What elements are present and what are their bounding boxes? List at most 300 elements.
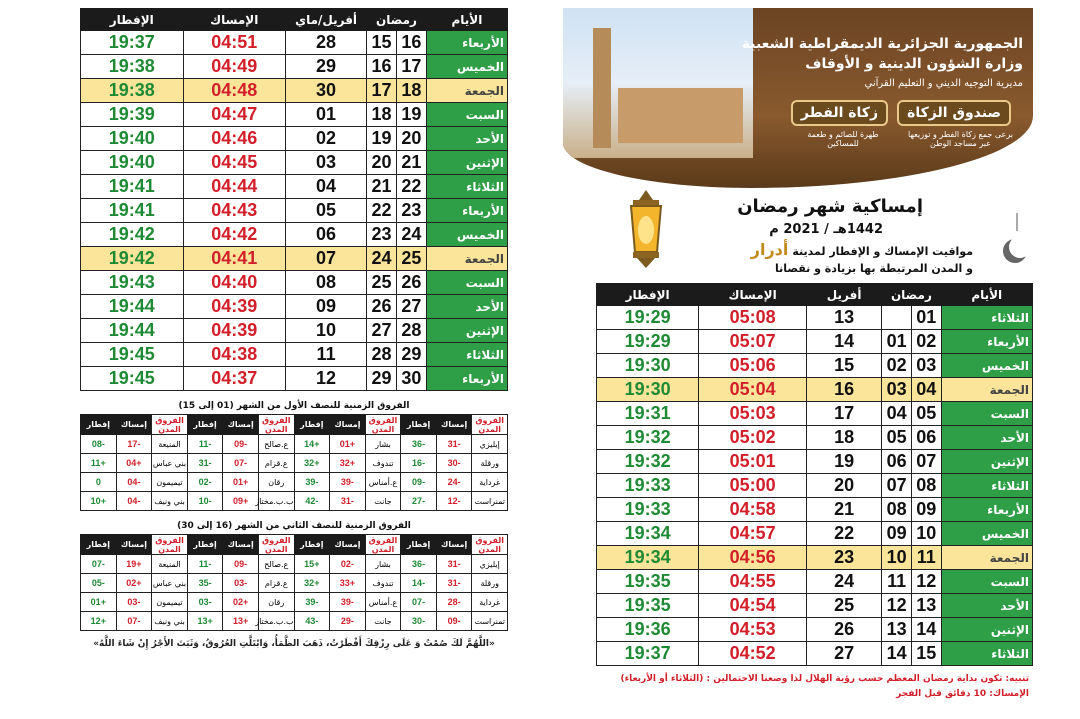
iftar-time: 19:38	[81, 55, 184, 79]
iftar-diff: +13	[187, 612, 223, 631]
imsak-diff: +04	[116, 454, 152, 473]
col-iftar: الإفطار	[597, 284, 699, 306]
prev-day: 09	[882, 522, 912, 546]
month-day: 15	[806, 354, 881, 378]
imsak-time: 04:58	[699, 498, 807, 522]
city-name: بشار	[365, 555, 401, 574]
iftar-time: 19:32	[597, 450, 699, 474]
ramadan-day: 22	[397, 175, 427, 199]
ramadan-day: 21	[397, 151, 427, 175]
left-calendar-table	[80, 8, 508, 391]
day-name: الخميس	[426, 55, 507, 79]
imsak-diff: -31	[436, 574, 472, 593]
diff-row	[81, 574, 508, 593]
diff2-table	[80, 534, 508, 631]
imsak-time: 05:04	[699, 378, 807, 402]
imsak-diff: +19	[116, 555, 152, 574]
ramadan-day: 12	[911, 570, 941, 594]
calendar-row	[81, 151, 508, 175]
imsak-diff: -31	[436, 435, 472, 454]
ramadan-day: 20	[397, 127, 427, 151]
prev-day: 16	[367, 55, 397, 79]
imsak-diff: -39	[330, 473, 366, 492]
prev-day: 26	[367, 295, 397, 319]
day-name: الثلاثاء	[941, 306, 1033, 330]
iftar-time: 19:44	[81, 295, 184, 319]
day-name: السبت	[426, 103, 507, 127]
imsak-time: 05:00	[699, 474, 807, 498]
imsak-time: 04:55	[699, 570, 807, 594]
day-name: الخميس	[941, 354, 1033, 378]
iftar-time: 19:43	[81, 271, 184, 295]
iftar-diff: -39	[294, 473, 330, 492]
iftar-diff: -42	[294, 492, 330, 511]
minaret-shape	[593, 28, 611, 148]
city-name: ع.أمناس	[365, 593, 401, 612]
imsak-diff: -09	[223, 435, 259, 454]
imsak-diff: -07	[116, 612, 152, 631]
diff-header-imsak: إمساك	[116, 415, 152, 435]
imsak-diff: -04	[116, 473, 152, 492]
month-day: 30	[286, 79, 367, 103]
prev-day: 17	[367, 79, 397, 103]
city-name: المنيعة	[152, 555, 188, 574]
ramadan-day: 06	[911, 426, 941, 450]
col-iftar: الإفطار	[81, 9, 184, 31]
diff1-title: الفروق الزمنية للنصف الأول من الشهر (01 إلى 15)	[178, 401, 410, 411]
city-name: ورقلة	[472, 454, 508, 473]
left-page	[80, 8, 508, 708]
city-name: إيليزي	[472, 435, 508, 454]
month-day: 12	[286, 367, 367, 391]
ramadan-day: 03	[911, 354, 941, 378]
iftar-time: 19:45	[81, 343, 184, 367]
prev-day: 02	[882, 354, 912, 378]
month-day: 24	[806, 570, 881, 594]
zakat-fund-sub: برعى جمع زكاة الفطر و توزيعها عبر مساجد الوطن	[908, 130, 1013, 148]
month-day: 10	[286, 319, 367, 343]
diff-header-iftar: إفطار	[187, 535, 223, 555]
col-imsak: الإمساك	[699, 284, 807, 306]
iftar-diff: -03	[187, 593, 223, 612]
imsak-diff: +02	[116, 574, 152, 593]
imsak-diff: -03	[116, 593, 152, 612]
day-name: الأحد	[426, 295, 507, 319]
prev-day: 03	[882, 378, 912, 402]
diff-header-imsak: إمساك	[436, 535, 472, 555]
day-name: الثلاثاء	[426, 343, 507, 367]
calendar-row	[81, 175, 508, 199]
prev-day: 19	[367, 127, 397, 151]
prev-day: 20	[367, 151, 397, 175]
iftar-diff: +15	[294, 555, 330, 574]
month-day: 21	[806, 498, 881, 522]
prev-day: 12	[882, 594, 912, 618]
diff-row	[81, 473, 508, 492]
month-day: 03	[286, 151, 367, 175]
day-name: الأربعاء	[426, 367, 507, 391]
prev-day: 21	[367, 175, 397, 199]
iftar-diff: -43	[294, 612, 330, 631]
imsak-time: 04:41	[183, 247, 285, 271]
prev-day: 10	[882, 546, 912, 570]
calendar-row	[81, 31, 508, 55]
zakat-fitr-sub: طهرة للصائم و طعمة للمساكين	[807, 130, 879, 148]
day-name: الأحد	[941, 426, 1033, 450]
month-day: 23	[806, 546, 881, 570]
calendar-row	[81, 199, 508, 223]
col-ramadan: رمضان	[882, 284, 941, 306]
prev-day: 24	[367, 247, 397, 271]
month-day: 07	[286, 247, 367, 271]
ramadan-day: 05	[911, 402, 941, 426]
month-day: 20	[806, 474, 881, 498]
year-title: 1442هـ / 2021 م	[769, 222, 883, 237]
prev-day: 15	[367, 31, 397, 55]
iftar-time: 19:33	[597, 474, 699, 498]
month-day: 04	[286, 175, 367, 199]
ramadan-day: 02	[911, 330, 941, 354]
iftar-diff: +11	[81, 454, 117, 473]
imsak-time: 04:57	[699, 522, 807, 546]
city-name: بني ونيف	[152, 612, 188, 631]
month-day: 16	[806, 378, 881, 402]
imsak-diff: -12	[436, 492, 472, 511]
ramadan-day: 26	[397, 271, 427, 295]
iftar-time: 19:34	[597, 522, 699, 546]
city-name: إيليزي	[472, 555, 508, 574]
diff-row	[81, 612, 508, 631]
iftar-diff: -36	[401, 555, 437, 574]
imsak-time: 04:52	[699, 642, 807, 666]
city-name: ب.ب.مختار	[258, 612, 294, 631]
directorate-title: مديرية التوجيه الديني و التعليم القرآني	[864, 78, 1023, 89]
city-name: غرداية	[472, 473, 508, 492]
day-name: السبت	[426, 271, 507, 295]
subtitle: و المدن المرتبطة بها بزيادة و نقصانا	[775, 262, 973, 275]
month-day: 29	[286, 55, 367, 79]
prev-day: 27	[367, 319, 397, 343]
diff-header-imsak: إمساك	[330, 535, 366, 555]
imsak-diff: +32	[330, 454, 366, 473]
day-name: الثلاثاء	[941, 474, 1033, 498]
imsak-time: 05:08	[699, 306, 807, 330]
day-name: السبت	[941, 402, 1033, 426]
iftar-diff: 0	[81, 473, 117, 492]
city-name: ع.صالح	[258, 555, 294, 574]
republic-title: الجمهورية الجزائرية الديمقراطية الشعبية	[741, 36, 1023, 52]
day-name: الخميس	[426, 223, 507, 247]
calendar-row	[597, 354, 1033, 378]
city-name: ع.قزام	[258, 574, 294, 593]
city-name: ع.أمناس	[365, 473, 401, 492]
diff-header-iftar: إفطار	[81, 535, 117, 555]
month-day: 08	[286, 271, 367, 295]
iftar-diff: -31	[187, 454, 223, 473]
calendar-row	[81, 55, 508, 79]
calendar-row	[81, 247, 508, 271]
imsak-diff: -30	[436, 454, 472, 473]
day-name: الجمعة	[426, 247, 507, 271]
iftar-diff: +32	[294, 574, 330, 593]
iftar-diff: -07	[81, 555, 117, 574]
city-name: تيميمون	[152, 593, 188, 612]
diff-header-iftar: إفطار	[401, 415, 437, 435]
diff1-table	[80, 414, 508, 511]
mosque-building-shape	[618, 88, 743, 143]
diff-header-cities: الفروق المدن	[152, 535, 188, 555]
day-name: الأربعاء	[426, 199, 507, 223]
calendar-row	[81, 367, 508, 391]
prev-day: 13	[882, 618, 912, 642]
diff-header-cities: الفروق المدن	[152, 415, 188, 435]
warning-note: تنبيه: تكون بداية رمضان المعظم حسب رؤية الهلال لذا وضعنا الاحتمالين : (الثلاثاء أو الأربعاء)	[620, 674, 1029, 684]
iftar-diff: -05	[81, 574, 117, 593]
right-calendar-table	[596, 283, 1033, 666]
day-name: الأربعاء	[426, 31, 507, 55]
diff-header-cities: الفروق المدن	[365, 535, 401, 555]
month-day: 13	[806, 306, 881, 330]
iftar-diff: -11	[187, 435, 223, 454]
ramadan-day: 09	[911, 498, 941, 522]
ramadan-day: 16	[397, 31, 427, 55]
iftar-diff: +12	[81, 612, 117, 631]
iftar-diff: +32	[294, 454, 330, 473]
month-day: 26	[806, 618, 881, 642]
imsak-diff: +01	[223, 473, 259, 492]
prev-day: 28	[367, 343, 397, 367]
imsak-time: 04:40	[183, 271, 285, 295]
iftar-time: 19:42	[81, 247, 184, 271]
imsak-diff: -28	[436, 593, 472, 612]
diff-row	[81, 593, 508, 612]
city-name: ب.ب.مختار	[258, 492, 294, 511]
calendar-row	[597, 378, 1033, 402]
ramadan-day: 10	[911, 522, 941, 546]
prev-day	[882, 306, 912, 330]
month-day: 09	[286, 295, 367, 319]
col-days: الأيام	[941, 284, 1033, 306]
ramadan-day: 08	[911, 474, 941, 498]
day-name: الجمعة	[426, 79, 507, 103]
imsak-diff: -17	[116, 435, 152, 454]
iftar-time: 19:29	[597, 330, 699, 354]
imsak-time: 05:02	[699, 426, 807, 450]
month-day: 22	[806, 522, 881, 546]
day-name: الجمعة	[941, 378, 1033, 402]
city-name: رقان	[258, 593, 294, 612]
imsak-time: 04:39	[183, 295, 285, 319]
iftar-time: 19:30	[597, 378, 699, 402]
calendar-row	[597, 618, 1033, 642]
col-april: أفريل	[806, 284, 881, 306]
iftar-time: 19:35	[597, 594, 699, 618]
imsak-time: 04:51	[183, 31, 285, 55]
prev-day: 29	[367, 367, 397, 391]
month-day: 14	[806, 330, 881, 354]
calendar-row	[81, 103, 508, 127]
day-name: الخميس	[941, 522, 1033, 546]
zakat-fund-badge: صندوق الزكاة	[897, 100, 1011, 126]
prev-day: 25	[367, 271, 397, 295]
imsak-diff: +02	[223, 593, 259, 612]
iftar-time: 19:41	[81, 199, 184, 223]
imsak-diff: -24	[436, 473, 472, 492]
iftar-time: 19:42	[81, 223, 184, 247]
city-name: ع.صالح	[258, 435, 294, 454]
iftar-time: 19:36	[597, 618, 699, 642]
imsak-time: 04:44	[183, 175, 285, 199]
prev-day: 23	[367, 223, 397, 247]
prev-day: 05	[882, 426, 912, 450]
imsak-time: 04:53	[699, 618, 807, 642]
day-name: الثلاثاء	[426, 175, 507, 199]
ramadan-day: 30	[397, 367, 427, 391]
diff-header-iftar: إفطار	[294, 535, 330, 555]
iftar-time: 19:29	[597, 306, 699, 330]
imsak-time: 05:01	[699, 450, 807, 474]
imsak-time: 04:48	[183, 79, 285, 103]
imsak-time: 04:37	[183, 367, 285, 391]
right-page	[563, 8, 1033, 708]
imsak-diff: -07	[223, 454, 259, 473]
left-table-header	[81, 9, 508, 31]
day-name: الأحد	[941, 594, 1033, 618]
title-area	[563, 188, 1033, 283]
imsak-diff: -39	[330, 593, 366, 612]
calendar-row	[597, 570, 1033, 594]
imsak-diff: -09	[223, 555, 259, 574]
day-name: الأربعاء	[941, 498, 1033, 522]
diff-row	[81, 492, 508, 511]
day-name: الأربعاء	[941, 330, 1033, 354]
iftar-diff: -14	[401, 574, 437, 593]
calendar-row	[597, 642, 1033, 666]
prev-day: 11	[882, 570, 912, 594]
imsak-diff: -02	[330, 555, 366, 574]
iftar-time: 19:37	[597, 642, 699, 666]
calendar-row	[597, 546, 1033, 570]
city-name: تيميمون	[152, 473, 188, 492]
imsak-diff: +13	[223, 612, 259, 631]
diff2-title: الفروق الزمنية للنصف الثاني من الشهر (16 إلى 30)	[177, 521, 411, 531]
month-day: 19	[806, 450, 881, 474]
imsak-time: 05:07	[699, 330, 807, 354]
iftar-time: 19:33	[597, 498, 699, 522]
day-name: الثلاثاء	[941, 642, 1033, 666]
ramadan-day: 24	[397, 223, 427, 247]
city-name: أدرار	[750, 240, 789, 259]
day-name: الإثنين	[941, 450, 1033, 474]
month-day: 27	[806, 642, 881, 666]
ramadan-day: 18	[397, 79, 427, 103]
ramadan-day: 14	[911, 618, 941, 642]
ministry-title: وزارة الشؤون الدينية و الأوقاف	[805, 56, 1023, 72]
calendar-row	[81, 223, 508, 247]
calendar-row	[597, 330, 1033, 354]
month-day: 06	[286, 223, 367, 247]
imsak-time: 04:54	[699, 594, 807, 618]
notes	[563, 672, 1033, 702]
iftar-diff: -09	[401, 473, 437, 492]
month-day: 01	[286, 103, 367, 127]
city-name: تمنراست	[472, 492, 508, 511]
iftar-time: 19:30	[597, 354, 699, 378]
day-name: الأحد	[426, 127, 507, 151]
ramadan-day: 28	[397, 319, 427, 343]
diff-header-cities: الفروق المدن	[472, 535, 508, 555]
imsak-diff: -03	[223, 574, 259, 593]
city-name: بني ونيف	[152, 492, 188, 511]
city-name: تمنراست	[472, 612, 508, 631]
iftar-diff: -36	[401, 435, 437, 454]
imsak-diff: +09	[223, 492, 259, 511]
month-day: 05	[286, 199, 367, 223]
calendar-row	[597, 306, 1033, 330]
calendar-row	[597, 426, 1033, 450]
ramadan-day: 17	[397, 55, 427, 79]
imsak-time: 04:49	[183, 55, 285, 79]
right-table-header	[597, 284, 1033, 306]
iftar-diff: -39	[294, 593, 330, 612]
zakat-fitr-badge: زكاة الفطر	[791, 100, 888, 126]
calendar-row	[81, 271, 508, 295]
iftar-time: 19:40	[81, 127, 184, 151]
month-day: 02	[286, 127, 367, 151]
diff-row	[81, 555, 508, 574]
iftar-time: 19:44	[81, 319, 184, 343]
ramadan-day: 19	[397, 103, 427, 127]
imsak-diff: -29	[330, 612, 366, 631]
col-days: الأيام	[426, 9, 507, 31]
imsak-time: 04:43	[183, 199, 285, 223]
diff-row	[81, 454, 508, 473]
day-name: الإثنين	[426, 151, 507, 175]
month-day: 25	[806, 594, 881, 618]
iftar-time: 19:40	[81, 151, 184, 175]
iftar-diff: -35	[187, 574, 223, 593]
col-imsak: الإمساك	[183, 9, 285, 31]
prev-day: 18	[367, 103, 397, 127]
prev-day: 22	[367, 199, 397, 223]
imsak-time: 04:42	[183, 223, 285, 247]
calendar-row	[597, 450, 1033, 474]
city-name: تندوف	[365, 454, 401, 473]
prev-day: 08	[882, 498, 912, 522]
iftar-time: 19:32	[597, 426, 699, 450]
iftar-time: 19:39	[81, 103, 184, 127]
ramadan-day: 04	[911, 378, 941, 402]
ramadan-day: 27	[397, 295, 427, 319]
city-name: تندوف	[365, 574, 401, 593]
iftar-time: 19:45	[81, 367, 184, 391]
diff-header-iftar: إفطار	[294, 415, 330, 435]
imsak-diff: +01	[330, 435, 366, 454]
iftar-diff: +01	[81, 593, 117, 612]
imsak-time: 04:46	[183, 127, 285, 151]
calendar-row	[81, 295, 508, 319]
iftar-diff: -30	[401, 612, 437, 631]
imsak-diff: +33	[330, 574, 366, 593]
iftar-time: 19:31	[597, 402, 699, 426]
imsak-time: 05:03	[699, 402, 807, 426]
city-name: بني عباس	[152, 454, 188, 473]
imsak-time: 04:38	[183, 343, 285, 367]
ramadan-day: 29	[397, 343, 427, 367]
diff-header-iftar: إفطار	[401, 535, 437, 555]
day-name: السبت	[941, 570, 1033, 594]
ramadan-day: 13	[911, 594, 941, 618]
